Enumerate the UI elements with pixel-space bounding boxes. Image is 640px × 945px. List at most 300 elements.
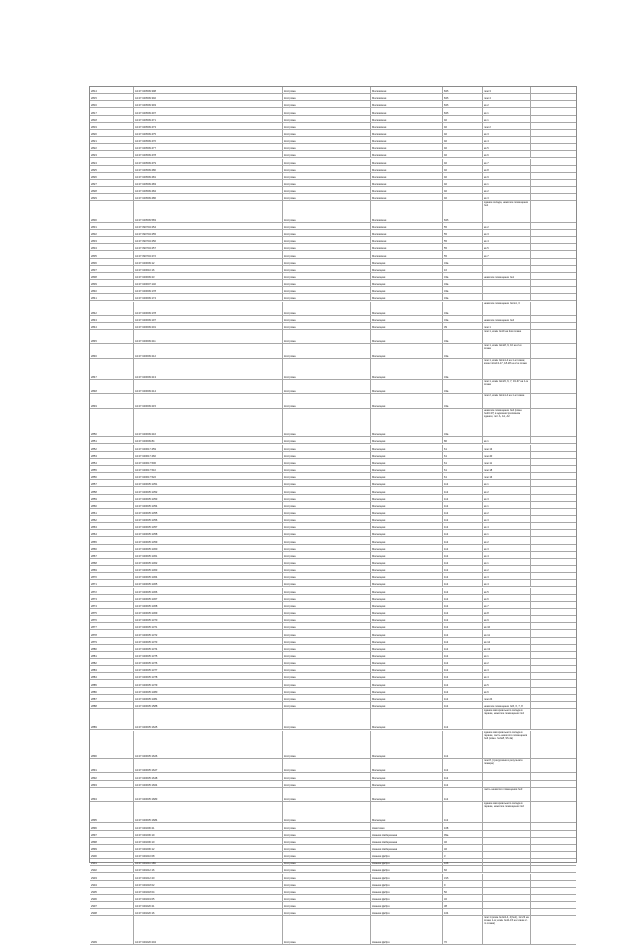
street-cell: Мясницкая	[370, 287, 442, 293]
street-cell: Мясницкая	[370, 359, 442, 379]
cadastral-number: 44:27:040635:1378	[133, 673, 282, 679]
room-cell: кв 5	[482, 144, 530, 150]
house-cell: 92	[442, 137, 482, 143]
cadastral-number: 44:27:040509:393	[133, 101, 282, 107]
cadastral-number: 44:27:040635:1664	[133, 781, 282, 787]
room-cell: кв 7	[482, 251, 530, 257]
table-row	[90, 580, 576, 587]
street-cell: Нижняя Дебря	[370, 881, 442, 887]
cadastral-number: 44:27:040211:189	[133, 859, 282, 865]
room-cell: нежилое помещение №5, 6, 7, 8	[482, 702, 530, 708]
row-number: 2888	[91, 705, 97, 709]
room-cell: кв 2	[482, 487, 530, 493]
table-row	[90, 151, 576, 158]
house-cell: 112	[442, 595, 482, 601]
room-cell: кв 4	[482, 580, 530, 586]
cadastral-number: 44:27:040509:486	[133, 194, 282, 200]
row-number: 2874	[91, 604, 97, 608]
empty-cell	[530, 659, 576, 665]
cadastral-number: 44:27:040509:583	[133, 201, 282, 221]
city-cell: Кострома	[282, 223, 370, 229]
room-cell	[482, 266, 530, 272]
street-cell: Московская	[370, 194, 442, 200]
room-cell	[482, 866, 530, 872]
house-cell: 112	[442, 573, 482, 579]
house-cell: 92	[442, 194, 482, 200]
table-row	[90, 759, 576, 773]
row-number: 2833	[91, 240, 97, 244]
house-cell: 112	[442, 616, 482, 622]
house-cell: 39	[442, 323, 482, 329]
room-cell: кв 1	[482, 108, 530, 114]
street-cell: Мясницкая	[370, 680, 442, 686]
house-cell: 112	[442, 630, 482, 636]
room-cell: здание склада, нежилое помещение №1	[482, 201, 530, 221]
row-number: 2906	[91, 898, 97, 902]
house-cell: 92	[442, 159, 482, 165]
street-cell: Мясницкая	[370, 516, 442, 522]
city-cell: Кострома	[282, 602, 370, 608]
row-number: 2848	[91, 390, 97, 394]
room-cell: кв 2	[482, 101, 530, 107]
empty-cell	[530, 802, 576, 822]
street-cell: Мясницкая	[370, 537, 442, 543]
table-row	[90, 380, 576, 394]
cadastral-number: 44:27:040607:140	[133, 280, 282, 286]
row-number: 2849	[91, 404, 97, 408]
cadastral-number: 44:27:040609:211	[133, 330, 282, 343]
room-cell	[482, 895, 530, 901]
city-cell: Кострома	[282, 859, 370, 865]
table-row	[90, 452, 576, 459]
room-cell	[482, 831, 530, 837]
cadastral-number: 44:27:040220:204	[133, 916, 282, 944]
street-cell: Мясницкая	[370, 702, 442, 708]
house-cell: 112	[442, 566, 482, 572]
house-cell: 84б	[442, 108, 482, 114]
city-cell: Кострома	[282, 466, 370, 472]
cadastral-number: 44:27:040509:473	[133, 123, 282, 129]
table-row	[90, 588, 576, 595]
empty-cell	[530, 130, 576, 136]
street-cell: Мясницкая	[370, 530, 442, 536]
room-cell	[482, 852, 530, 858]
room-cell: кв 9	[482, 173, 530, 179]
city-cell: Кострома	[282, 695, 370, 701]
city-cell: Кострома	[282, 244, 370, 250]
room-cell	[482, 902, 530, 908]
cadastral-number: 44:27:040212:16	[133, 866, 282, 872]
room-cell: кв 6	[482, 595, 530, 601]
cadastral-number: 44:27:040635:1377	[133, 666, 282, 672]
street-cell: Мясницкая	[370, 659, 442, 665]
cadastral-number: 44:27:040635:1368	[133, 602, 282, 608]
room-cell: кв 1	[482, 116, 530, 122]
room-cell: кв 3	[482, 573, 530, 579]
house-cell: 46	[442, 838, 482, 844]
room-cell: кв 2	[482, 566, 530, 572]
city-cell: Кострома	[282, 609, 370, 615]
empty-cell	[530, 781, 576, 787]
city-cell: Кострома	[282, 916, 370, 944]
cadastral-number: 44:27:040635:1367	[133, 595, 282, 601]
street-cell: Мясницкая	[370, 459, 442, 465]
cadastral-number: 44:27:040610:16	[133, 266, 282, 272]
empty-cell	[530, 101, 576, 107]
row-number: 2845	[91, 340, 97, 344]
row-number: 2901	[91, 862, 97, 866]
street-cell: Нижняя Дебря	[370, 916, 442, 944]
room-cell: пом.40	[482, 452, 530, 458]
city-cell: Кострома	[282, 759, 370, 772]
table-row	[90, 702, 576, 709]
empty-cell	[530, 108, 576, 114]
empty-cell	[530, 709, 576, 729]
table-row	[90, 137, 576, 144]
empty-cell	[530, 201, 576, 221]
room-cell: кв 13	[482, 645, 530, 651]
room-cell	[482, 294, 530, 300]
cadastral-number: 44:27:040509:484	[133, 187, 282, 193]
row-number: 2863	[91, 526, 97, 530]
house-cell: 112	[442, 652, 482, 658]
table-row	[90, 559, 576, 566]
city-cell: Кострома	[282, 94, 370, 100]
house-cell: 92	[442, 173, 482, 179]
street-cell: Мясницкая	[370, 580, 442, 586]
street-cell: Московская	[370, 201, 442, 221]
table-row	[90, 638, 576, 645]
row-number: 2846	[91, 354, 97, 358]
house-cell: 84б	[442, 101, 482, 107]
table-row	[90, 859, 576, 866]
empty-cell	[530, 602, 576, 608]
table-row	[90, 866, 576, 873]
room-cell: пом 8, (трехуровня в результате пожара)	[482, 759, 530, 772]
table-row	[90, 180, 576, 187]
table-row	[90, 552, 576, 559]
room-cell	[482, 773, 530, 779]
room-cell	[482, 909, 530, 915]
table-row	[90, 173, 576, 180]
row-number: 2896	[91, 826, 97, 830]
register-table	[89, 86, 577, 944]
room-cell	[482, 881, 530, 887]
room-cell: пом 1, комн №19 на 2ом этаже	[482, 330, 530, 343]
row-number: 2881	[91, 654, 97, 658]
house-cell: 112	[442, 487, 482, 493]
table-row	[90, 230, 576, 237]
street-cell: Нижняя Набережная	[370, 838, 442, 844]
row-number: 2815	[91, 97, 97, 101]
street-cell: Мясницкая	[370, 552, 442, 558]
house-cell: 3	[442, 852, 482, 858]
empty-cell	[530, 380, 576, 393]
city-cell: Кострома	[282, 273, 370, 279]
house-cell: 112	[442, 773, 482, 779]
table-row	[90, 445, 576, 452]
city-cell: Кострома	[282, 595, 370, 601]
city-cell: Кострома	[282, 680, 370, 686]
empty-cell	[530, 437, 576, 443]
empty-cell	[530, 773, 576, 779]
table-row	[90, 523, 576, 530]
empty-cell	[530, 159, 576, 165]
cadastral-number: 44:27:040635:1357	[133, 523, 282, 529]
house-cell: 92	[442, 151, 482, 157]
row-number: 2830	[91, 218, 97, 222]
row-number: 2831	[91, 225, 97, 229]
cadastral-number: 44:27:040635:1648	[133, 773, 282, 779]
house-cell: 104	[442, 909, 482, 915]
street-cell: Мясницкая	[370, 566, 442, 572]
cadastral-number: 44:27:040218:04	[133, 888, 282, 894]
cadastral-number: 44:27:040609:178	[133, 302, 282, 315]
row-number: 2872	[91, 590, 97, 594]
table-row	[90, 280, 576, 287]
empty-cell	[530, 151, 576, 157]
room-cell: кв 1	[482, 480, 530, 486]
room-cell: кв 2	[482, 509, 530, 515]
row-number: 2857	[91, 483, 97, 487]
cadastral-number: 44:27:040609:201	[133, 323, 282, 329]
empty-cell	[530, 616, 576, 622]
table-row	[90, 781, 576, 788]
row-number: 2828	[91, 190, 97, 194]
city-cell: Кострома	[282, 652, 370, 658]
empty-cell	[530, 623, 576, 629]
cadastral-number: 44:27:040635:1588	[133, 702, 282, 708]
cadastral-number: 44:27:040635:1356	[133, 516, 282, 522]
street-cell: Мясницкая	[370, 781, 442, 787]
room-cell: кв 4	[482, 673, 530, 679]
table-row	[90, 916, 576, 945]
room-cell: кв 12	[482, 638, 530, 644]
row-number: 2836	[91, 261, 97, 265]
row-number: 2885	[91, 683, 97, 687]
table-row	[90, 187, 576, 194]
city-cell: Кострома	[282, 344, 370, 357]
room-cell: пом 18	[482, 466, 530, 472]
city-cell: Кострома	[282, 688, 370, 694]
empty-cell	[530, 523, 576, 529]
row-number: 2841	[91, 297, 97, 301]
city-cell: Кострома	[282, 673, 370, 679]
cadastral-number: 44:27:040635:1381	[133, 695, 282, 701]
street-cell: Московская	[370, 159, 442, 165]
house-cell: 112	[442, 588, 482, 594]
city-cell: Кострома	[282, 845, 370, 851]
house-cell: 43а	[442, 287, 482, 293]
street-cell: Мясницкая	[370, 344, 442, 357]
row-number: 2900	[91, 855, 97, 859]
street-cell: Московская	[370, 108, 442, 114]
street-cell: Московская	[370, 230, 442, 236]
street-cell: Нижняя Дебря	[370, 852, 442, 858]
cadastral-number: 44:27:040509:479	[133, 159, 282, 165]
street-cell: Мясницкая	[370, 294, 442, 300]
house-cell: 112	[442, 659, 482, 665]
empty-cell	[530, 638, 576, 644]
house-cell: 92	[442, 116, 482, 122]
empty-cell	[530, 888, 576, 894]
house-cell: 92	[442, 144, 482, 150]
table-row	[90, 466, 576, 473]
house-cell: 112	[442, 516, 482, 522]
street-cell: Мясницкая	[370, 602, 442, 608]
table-row	[90, 530, 576, 537]
house-cell: 84б	[442, 87, 482, 93]
table-row	[90, 623, 576, 630]
house-cell: 61	[442, 473, 482, 479]
street-cell: Никитская	[370, 823, 442, 829]
empty-cell	[530, 552, 576, 558]
room-cell: нежилое помещение №4	[482, 316, 530, 322]
room-cell	[482, 838, 530, 844]
cadastral-number: 44:27:040609:216	[133, 409, 282, 437]
cadastral-number: 44:27:040617:522	[133, 473, 282, 479]
cadastral-number: 44:27:040635:1376	[133, 659, 282, 665]
row-number: 2832	[91, 233, 97, 237]
city-cell: Кострома	[282, 559, 370, 565]
room-cell: кв 5	[482, 588, 530, 594]
room-cell	[482, 287, 530, 293]
room-cell: кв 4	[482, 523, 530, 529]
city-cell: Кострома	[282, 831, 370, 837]
row-number: 2893	[91, 783, 97, 787]
house-cell: 112	[442, 709, 482, 729]
row-number: 2819	[91, 125, 97, 129]
house-cell: 9	[442, 881, 482, 887]
street-cell: Мясницкая	[370, 616, 442, 622]
row-number: 2869	[91, 569, 97, 573]
table-row	[90, 409, 576, 438]
house-cell: 112	[442, 702, 482, 708]
cadastral-number: 44:27:040206:12	[133, 845, 282, 851]
empty-cell	[530, 859, 576, 865]
house-cell: 112	[442, 688, 482, 694]
street-cell: Мясницкая	[370, 673, 442, 679]
room-cell: кв 3	[482, 495, 530, 501]
empty-cell	[530, 688, 576, 694]
row-number: 2867	[91, 554, 97, 558]
city-cell: Кострома	[282, 280, 370, 286]
cadastral-number: 44:27:040635:1626	[133, 731, 282, 759]
empty-cell	[530, 595, 576, 601]
street-cell: Нижняя Набережная	[370, 831, 442, 837]
city-cell: Кострома	[282, 666, 370, 672]
room-cell: кв 11	[482, 630, 530, 636]
empty-cell	[530, 123, 576, 129]
row-number: 2817	[91, 111, 97, 115]
house-cell: 112	[442, 788, 482, 801]
city-cell: Кострома	[282, 101, 370, 107]
empty-cell	[530, 287, 576, 293]
house-cell: 43а	[442, 294, 482, 300]
house-cell: 46	[442, 845, 482, 851]
city-cell: Кострома	[282, 116, 370, 122]
table-row	[90, 495, 576, 502]
street-cell: Московская	[370, 166, 442, 172]
cadastral-number: 44:27:040210:08	[133, 852, 282, 858]
cadastral-number: 44:27:040218:02	[133, 881, 282, 887]
street-cell: Московская	[370, 244, 442, 250]
row-number: 2820	[91, 133, 97, 137]
cadastral-number: 44:27:040212:20	[133, 874, 282, 880]
empty-cell	[530, 895, 576, 901]
empty-cell	[530, 445, 576, 451]
table-row	[90, 666, 576, 673]
house-cell: 112	[442, 623, 482, 629]
house-cell: 112	[442, 609, 482, 615]
table-row	[90, 516, 576, 523]
city-cell: Кострома	[282, 852, 370, 858]
house-cell: 55	[442, 251, 482, 257]
street-cell: Мясницкая	[370, 623, 442, 629]
empty-cell	[530, 452, 576, 458]
empty-cell	[530, 695, 576, 701]
table-row	[90, 166, 576, 173]
table-row	[90, 94, 576, 101]
table-row	[90, 116, 576, 123]
street-cell: Мясницкая	[370, 595, 442, 601]
table-row	[90, 144, 576, 151]
city-cell: Кострома	[282, 287, 370, 293]
city-cell: Кострома	[282, 437, 370, 443]
table-row	[90, 359, 576, 380]
city-cell: Кострома	[282, 259, 370, 265]
city-cell: Кострома	[282, 874, 370, 880]
city-cell: Кострома	[282, 137, 370, 143]
table-row	[90, 838, 576, 845]
room-cell: пом 2	[482, 123, 530, 129]
empty-cell	[530, 487, 576, 493]
house-cell: 92	[442, 180, 482, 186]
room-cell: пом 16	[482, 473, 530, 479]
house-cell: 92	[442, 187, 482, 193]
room-cell: пом 1	[482, 323, 530, 329]
city-cell: Кострома	[282, 323, 370, 329]
city-cell: Кострома	[282, 452, 370, 458]
cadastral-number: 44:27:040635:1359	[133, 537, 282, 543]
street-cell: Мясницкая	[370, 473, 442, 479]
empty-cell	[530, 251, 576, 257]
row-number: 2865	[91, 540, 97, 544]
room-cell	[482, 888, 530, 894]
cadastral-number: 44:27:040635:1375	[133, 652, 282, 658]
room-cell: кв 1	[482, 180, 530, 186]
table-row	[90, 273, 576, 280]
room-cell	[482, 259, 530, 265]
cadastral-number: 44:27:040635:1380	[133, 688, 282, 694]
row-number: 2814	[91, 90, 97, 94]
table-row	[90, 244, 576, 251]
city-cell: Кострома	[282, 495, 370, 501]
row-number: 2861	[91, 511, 97, 515]
street-cell: Московская	[370, 251, 442, 257]
cadastral-number: 44:27:040609:212	[133, 344, 282, 357]
table-row	[90, 602, 576, 609]
row-number: 2905	[91, 890, 97, 894]
row-number: 2850	[91, 433, 97, 437]
city-cell: Кострома	[282, 623, 370, 629]
street-cell: Московская	[370, 180, 442, 186]
city-cell: Кострома	[282, 616, 370, 622]
house-cell: 86	[442, 437, 482, 443]
empty-cell	[530, 394, 576, 407]
house-cell: 31б	[442, 874, 482, 880]
row-number: 2887	[91, 697, 97, 701]
